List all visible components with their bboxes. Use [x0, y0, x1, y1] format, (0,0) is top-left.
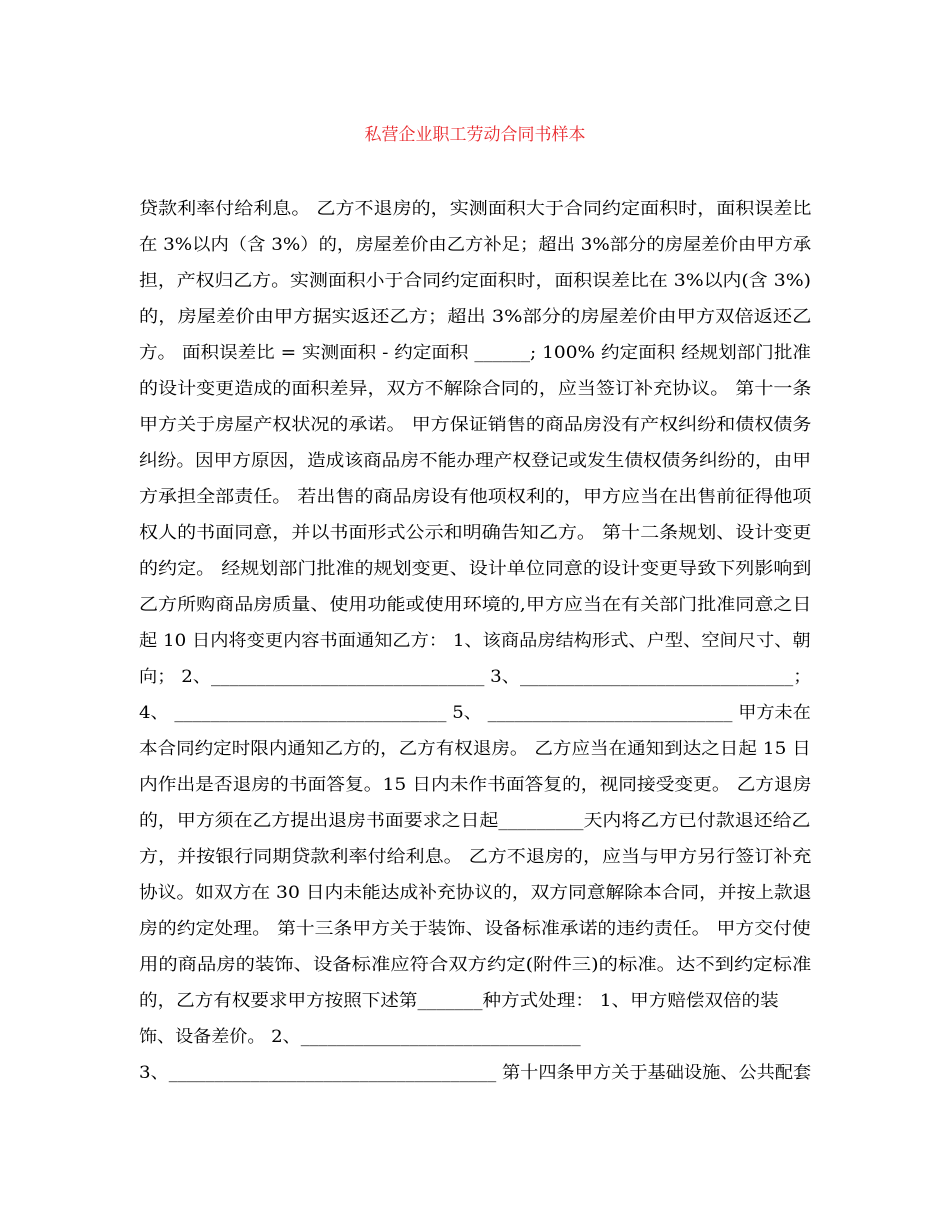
body-text-line: 的，乙方有权要求甲方按照下述第_______种方式处理： 1、甲方赔偿双倍的装 [139, 991, 779, 1011]
body-text-line: 方，并按银行同期贷款利率付给利息。 乙方不退房的，应当与甲方另行签订补充 [139, 847, 812, 867]
body-text-line: 饰、设备差价。 2、_______________________________ [139, 1027, 581, 1047]
body-text-line: 4、 ______________________________ 5、 ___________________________ 甲方未在 [139, 703, 811, 723]
body-text-line: 担，产权归乙方。实测面积小于合同约定面积时，面积误差比在 3%以内(含 3%) [139, 271, 812, 291]
body-text-line: 本合同约定时限内通知乙方的，乙方有权退房。 乙方应当在通知到达之日起 15 日 [139, 739, 811, 759]
body-text-line: 的设计变更造成的面积差异，双方不解除合同的，应当签订补充协议。 第十一条 [139, 379, 812, 399]
body-text-line: 甲方关于房屋产权状况的承诺。 甲方保证销售的商品房没有产权纠纷和债权债务 [139, 415, 812, 435]
body-text-line: 贷款利率付给利息。 乙方不退房的，实测面积大于合同约定面积时，面积误差比 [139, 199, 812, 219]
body-text-line: 向； 2、______________________________ 3、______________________________； [139, 667, 812, 687]
body-text-line: 用的商品房的装饰、设备标准应符合双方约定(附件三)的标准。达不到约定标准 [139, 955, 812, 975]
body-text-line: 乙方所购商品房质量、使用功能或使用环境的,甲方应当在有关部门批准同意之日 [139, 595, 812, 615]
body-text-line: 内作出是否退房的书面答复。15 日内未作书面答复的，视同接受变更。 乙方退房 [139, 775, 812, 795]
body-text-line: 的，房屋差价由甲方据实返还乙方；超出 3%部分的房屋差价由甲方双倍返还乙 [139, 307, 812, 327]
body-text-line: 方承担全部责任。 若出售的商品房设有他项权利的，甲方应当在出售前征得他项 [139, 487, 812, 507]
body-text-line: 房的约定处理。 第十三条甲方关于装饰、设备标准承诺的违约责任。 甲方交付使 [139, 919, 811, 939]
body-text-line: 起 10 日内将变更内容书面通知乙方： 1、该商品房结构形式、户型、空间尺寸、朝 [139, 631, 811, 651]
document-title: 私营企业职工劳动合同书样本 [364, 125, 586, 145]
body-text-line: 权人的书面同意，并以书面形式公示和明确告知乙方。 第十二条规划、设计变更 [139, 523, 812, 543]
body-text-line: 纠纷。因甲方原因，造成该商品房不能办理产权登记或发生债权债务纠纷的，由甲 [139, 451, 812, 471]
body-text-line: 3、____________________________________ 第十四条甲方关于基础设施、公共配套 [139, 1063, 812, 1083]
body-text-line: 的约定。 经规划部门批准的规划变更、设计单位同意的设计变更导致下列影响到 [139, 559, 812, 579]
body-text-line: 在 3%以内（含 3%）的，房屋差价由乙方补足；超出 3%部分的房屋差价由甲方承 [139, 235, 812, 255]
body-text-line: 的，甲方须在乙方提出退房书面要求之日起_________天内将乙方已付款退还给乙 [139, 811, 811, 831]
body-text-line: 协议。如双方在 30 日内未能达成补充协议的，双方同意解除本合同，并按上款退 [139, 883, 812, 903]
body-text-line: 方。 面积误差比 = 实测面积 - 约定面积 ______; 100% 约定面积 经规划部门批准 [139, 343, 811, 363]
